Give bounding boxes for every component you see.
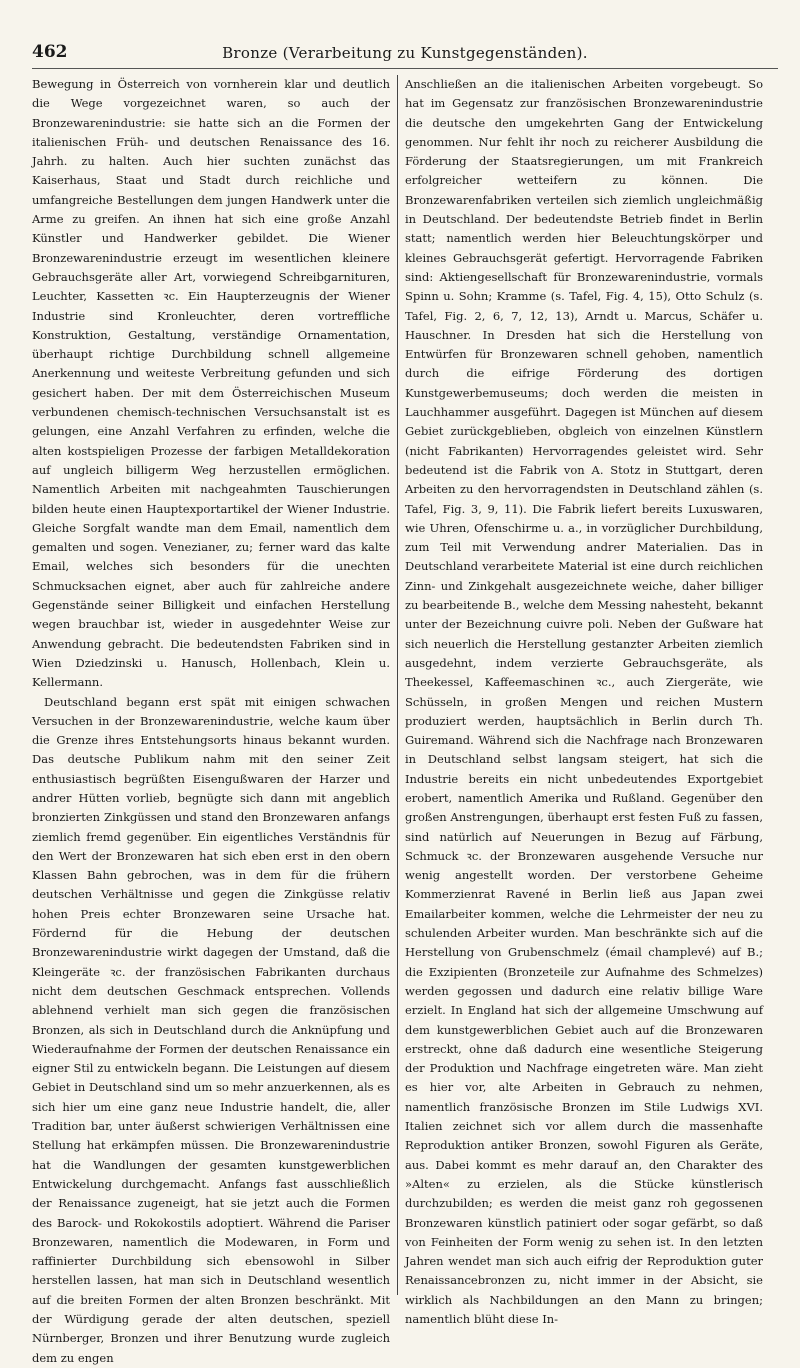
page-header <box>32 38 778 69</box>
paragraph-austria: Bewegung in Österreich von vornherein klar und deutlich die Wege vorgezeichnet waren, so auch der Bronzewarenindustrie: sie hatte sich an die Formen der italienischen Früh- und deutschen Renaissance des 16. Jahrh. zu halten. Auch hier suchten zunächst das Kaiserhaus, Staat und Stadt durch reichliche und umfangreiche Bestellungen dem jungen Handwerk unter die Arme zu greifen. An ihnen hat sich eine große Anzahl Künstler und Handwerker gebildet. Die Wiener Bronzewarenindustrie erzeugt im wesentlichen kleinere Gebrauchsgeräte aller Art, vorwiegend Schreibgarnituren, Leuchter, Kassetten ꝛc. Ein Haupterzeugnis der Wiener Industrie sind Kronleuchter, deren vortreffliche Konstruktion, Gestaltung, verständige Ornamentation, überhaupt richtige Durchbildung schnell allgemeine Anerkennung und weiteste Verbreitung gefunden und sich gesichert haben. Der mit dem Österreichischen Museum verbundenen chemisch-technischen Versuchsanstalt ist es gelungen, eine Anzahl Verfahren zu erfinden, welche die alten kostspieligen Prozesse der farbigen Metalldekoration auf ungleich billigerm Weg herzustellen ermöglichen. Namentlich Arbeiten mit nachgeahmten Tauschierungen bilden heute einen Hauptexportartikel der Wiener Industrie. Gleiche Sorgfalt wandte man dem Email, namentlich dem gemalten und sogen. Venezianer, zu; ferner ward das kalte Email, welches sich besonders für die unechten Schmucksachen eignet, aber auch für zahlreiche andere Gegenstände seiner Billigkeit und einfachen Herstellung wegen brauchbar ist, wieder in ausgedehnter Weise zur Anwendung gebracht. Die bedeutendsten Fabriken sind in Wien Dziedzinski u. Hanusch, Hollenbach, Klein u. Kellermann. <box>32 77 390 690</box>
paragraph-continuation: Anschließen an die italienischen Arbeiten vorgebeugt. So hat im Gegensatz zur französischen Bronzewarenindustrie die deutsche den umgekehrten Gang der Entwickelung genommen. Nur fehlt ihr noch zu reicherer Ausbildung die Förderung der Staatsregierungen, um mit Frankreich erfolgreicher wetteifern zu können. Die Bronzewarenfabriken verteilen sich ziemlich ungleichmäßig in Deutschland. Der bedeutendste Betrieb findet in Berlin statt; namentlich werden hier Beleuchtungskörper und kleines Gebrauchsgerät gefertigt. Hervorragende Fabriken sind: Aktiengesellschaft für Bronzewarenindustrie, vormals Spinn u. Sohn; Kramme (s. Tafel, Fig. 4, 15), Otto Schulz (s. Tafel, Fig. 2, 6, 7, 12, 13), Arndt u. Marcus, Schäfer u. Hauschner. In Dresden hat sich die Herstellung von Entwürfen für Bronzewaren schnell gehoben, namentlich durch die eifrige Förderung des dortigen Kunstgewerbemuseums; doch werden die meisten in Lauchhammer ausgeführt. Dagegen ist München auf diesem Gebiet zurückgeblieben, obgleich von einzelnen Künstlern (nicht Fabrikanten) Hervorragendes geleistet wird. Sehr bedeutend ist die Fabrik von A. Stotz in Stuttgart, deren Arbeiten zu den hervorragendsten in Deutschland zählen (s. Tafel, Fig. 3, 9, 11). Die Fabrik liefert bereits Luxuswaren, wie Uhren, Ofenschirme u. a., in vorzüglicher Durchbildung, zum Teil mit Verwendung andrer Materialien. Das in Deutschland verarbeitete Material ist eine durch reichlichen Zinn- und Zinkgehalt ausgezeichnete weiche, daher billiger zu bearbeitende B., welche dem Messing nahesteht, bekannt unter der Bezeichnung cuivre poli. Neben der Gußware hat sich neuerlich die Herstellung gestanzter Arbeiten ziemlich ausgedehnt, indem verzierte Gebrauchsgeräte, als Theekessel, Kaffeemaschinen ꝛc., auch Ziergeräte, wie Schüsseln, in großen Mengen und reichen Mustern produziert werden, hauptsächlich in Berlin durch Th. Guiremand. Während sich die Nachfrage nach Bronzewaren in Deutschland selbst langsam steigert, hat sich die Industrie bereits ein nicht unbedeutendes Exportgebiet erobert, namentlich Amerika und Rußland. Gegenüber den großen Anstrengungen, überhaupt erst festen Fuß zu fassen, sind natürlich auf Neuerungen in Bezug auf Färbung, Schmuck ꝛc. der Bronzewaren ausgehende Versuche nur wenig angestellt worden. Der verstorbene Geheime Kommerzienrat Ravené in Berlin ließ aus Japan zwei Emailarbeiter kommen, welche die Lehrmeister der neu zu schulenden Arbeiter wurden. Man beschränkte sich auf die Herstellung von Grubenschmelz (émail champlevé) auf B.; die Exzipienten (Bronzeteile zur Aufnahme des Schmelzes) werden gegossen und dadurch eine relativ billige Ware erzielt. In England hat sich der allgemeine Umschwung auf dem kunstgewerblichen Gebiet auch auf die Bronzewaren erstreckt, ohne daß dadurch eine wesentliche Steigerung der Produktion und Nachfrage eingetreten wäre. Man zieht es hier vor, alte Arbeiten in Gebrauch zu nehmen, namentlich französische Bronzen im Stile Ludwigs XVI. Italien zeichnet sich vor allem durch die massenhafte Reproduktion antiker Bronzen, sowohl Figuren als Geräte, aus. Dabei kommt es mehr darauf an, den Charakter des »Alten« zu erzielen, als die Stücke künstlerisch durchzubilden; es werden die meist ganz roh gegossenen Bronzewaren künstlich patiniert oder sogar gefärbt, so daß von Feinheiten der Form wenig zu sehen ist. In den letzten Jahren wendet man sich auch eifrig der Reproduktion guter Renaissancebronzen zu, nicht immer in der Absicht, sie wirklich als Nachbildungen an den Mann zu bringen; namentlich blüht diese In- <box>405 77 763 1326</box>
right-column <box>398 75 763 1368</box>
running-title: Bronze (Verarbeitung zu Kunstgegenständen). <box>222 44 588 62</box>
page-number: 462 <box>32 42 68 62</box>
left-column <box>32 75 397 1368</box>
paragraph-germany: Deutschland begann erst spät mit einigen schwachen Versuchen in der Bronzewarenindustrie, welche kaum über die Grenze ihres Entstehungsorts hinaus bekannt wurden. Das deutsche Publikum nahm mit den seiner Zeit enthusiastisch begrüßten Eisengußwaren der Harzer und andrer Hütten vorlieb, begnügte sich dann mit angeblich bronzierten Zinkgüssen und stand den Bronzewaren anfangs ziemlich fremd gegenüber. Ein eigentliches Verständnis für den Wert der Bronzewaren hat sich eben erst in den obern Klassen Bahn gebrochen, was in dem für die frühern deutschen Verhältnisse und gegen die Zinkgüsse relativ hohen Preis echter Bronzewaren seine Ursache hat. Fördernd für die Hebung der deutschen Bronzewarenindustrie wirkt dagegen der Umstand, daß die Kleingeräte ꝛc. der französischen Fabrikanten durchaus nicht dem deutschen Geschmack entsprechen. Vollends ablehnend verhielt man sich gegen die französischen Bronzen, als sich in Deutschland durch die Anknüpfung und Wiederaufnahme der Formen der deutschen Renaissance ein eigner Stil zu entwickeln begann. Die Leistungen auf diesem Gebiet in Deutschland sind um so mehr anzuerkennen, als es sich hier um eine ganz neue Industrie handelt, die, aller Tradition bar, unter äußerst schwierigen Verhältnissen eine Stellung hat erkämpfen müssen. Die Bronzewarenindustrie hat die Wandlungen der gesamten kunstgewerblichen Entwickelung durchgemacht. Anfangs fast ausschließlich der Renaissance zugeneigt, hat sie jetzt auch die Formen des Barock- und Rokokostils adoptiert. Während die Pariser Bronzewaren, namentlich die Modewaren, in Form und raffinierter Durchbildung sich ebensowohl in Silber herstellen lassen, hat man sich in Deutschland wesentlich auf die breiten Formen der alten Bronzen beschränkt. Mit der Würdigung gerade der alten deutschen, speziell Nürnberger, Bronzen und ihrer Benutzung wurde zugleich dem zu engen <box>32 694 390 1365</box>
text-columns <box>32 75 778 1368</box>
